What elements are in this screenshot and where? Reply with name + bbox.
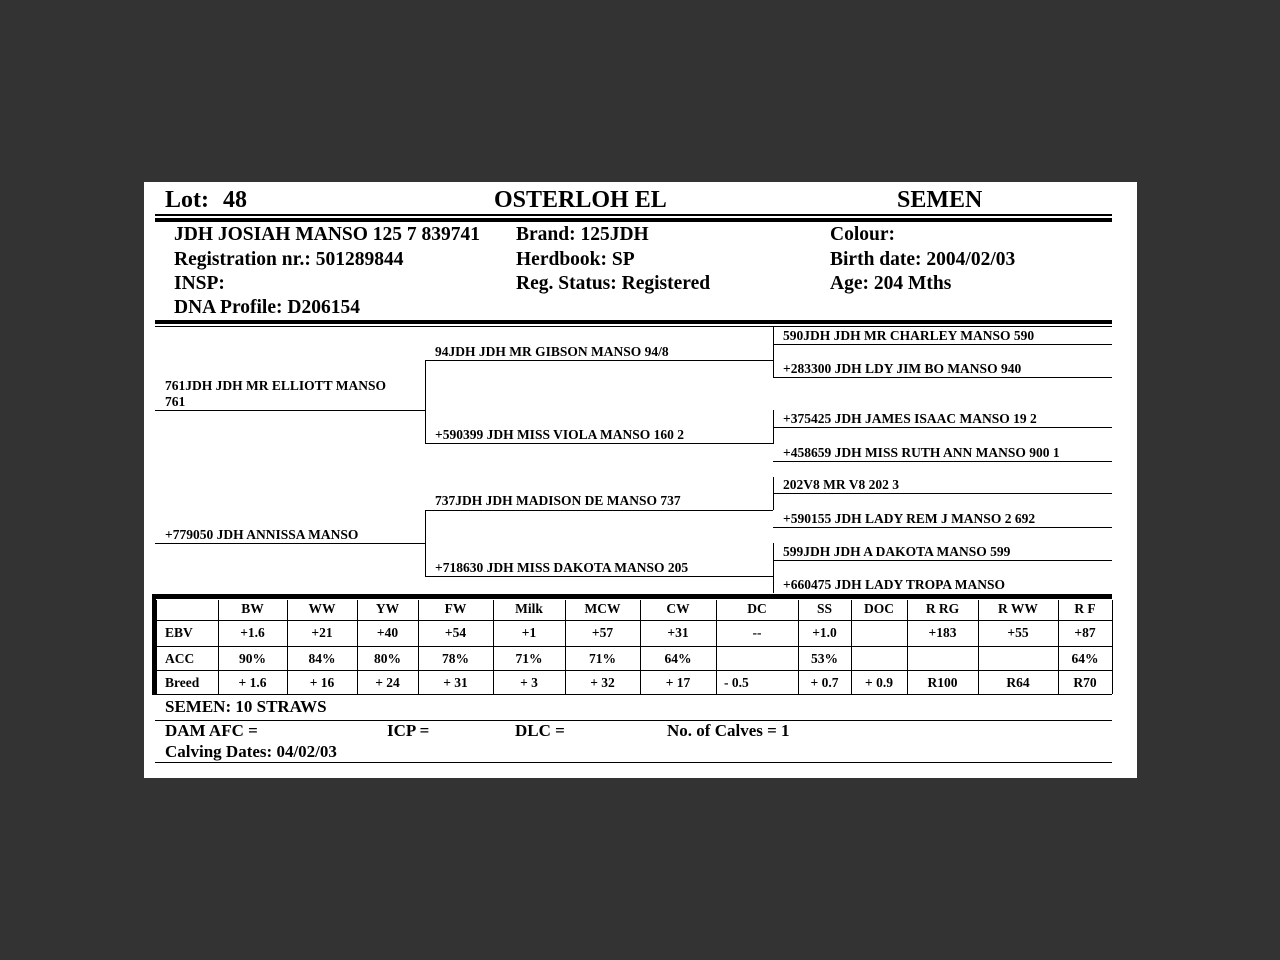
gg-line-4 [773,461,1112,462]
dam-dam-line [425,576,773,577]
registration-number: Registration nr.: 501289844 [174,249,404,270]
sire-line [155,410,425,411]
table-cell: +54 [444,625,467,640]
table-col-line [156,600,157,694]
footer-rule-2 [155,762,1112,763]
dam-dam: +718630 JDH MISS DAKOTA MANSO 205 [435,560,689,575]
dam-dam-sire: 599JDH JDH A DAKOTA MANSO 599 [783,544,1011,559]
lot-card [144,182,1137,778]
header-rule-thin [155,214,1112,216]
table-top-rule [155,594,1112,599]
table-row-label: ACC [165,651,195,666]
sire-dam-sire: +375425 JDH JAMES ISAAC MANSO 19 2 [783,411,1037,426]
insp: INSP: [174,273,225,294]
table-header-cell: SS [816,601,833,616]
table-cell: +55 [1007,625,1029,640]
sire-bracket [425,360,426,444]
birth-date: Birth date: 2004/02/03 [830,249,1016,270]
reg-status: Reg. Status: Registered [516,273,711,294]
table-row-line [156,670,1112,671]
table-cell: + 0.9 [865,675,893,690]
gg-line-7 [773,560,1112,561]
sire-sire-sire: 590JDH JDH MR CHARLEY MANSO 590 [783,328,1035,343]
table-cell: 90% [239,651,266,666]
sire-sire-dam: +283300 JDH LDY JIM BO MANSO 940 [783,361,1022,376]
table-cell: 71% [589,651,616,666]
sire-dam-line [425,443,773,444]
table-cell: + 32 [590,675,615,690]
table-cell: + 16 [309,675,335,690]
sire: 761JDH JDH MR ELLIOTT MANSO [165,378,387,393]
table-cell: 64% [664,651,692,666]
table-row-line [156,646,1112,647]
lot-type: SEMEN [897,187,983,213]
table-cell: + 24 [375,675,400,690]
table-cell: +87 [1074,625,1096,640]
dam-sire-sire: 202V8 MR V8 202 3 [783,477,899,492]
icp: ICP = [387,721,430,740]
pedigree-rule-thin [155,326,1112,327]
table-cell: + 3 [520,675,538,690]
gg-bracket-4 [773,543,774,593]
table-cell: R70 [1073,675,1097,690]
table-header-cell: BW [241,601,264,616]
seller-name: OSTERLOH EL [494,187,667,213]
pedigree-rule-thick [155,320,1112,324]
number-of-calves: No. of Calves = 1 [667,721,790,740]
dam-sire: 737JDH JDH MADISON DE MANSO 737 [435,493,681,508]
table-row-label: Breed [165,675,200,690]
dam-bracket [425,510,426,577]
table-cell: +1 [521,625,537,640]
table-cell: +40 [376,625,399,640]
lot-label: Lot: [165,187,209,213]
table-header-cell: CW [666,601,690,616]
table-header-cell: R F [1074,601,1096,616]
sire-sire-line [425,360,773,361]
table-cell: + 0.7 [810,675,839,690]
table-cell: - 0.5 [724,675,749,690]
table-col-line [1112,600,1113,694]
table-cell: +57 [591,625,614,640]
herdbook: Herdbook: SP [516,249,635,270]
table-cell: +183 [928,625,957,640]
lot-number: 48 [223,187,247,213]
table-header-cell: DC [747,601,767,616]
table-cell: +21 [311,625,333,640]
table-cell: 64% [1071,651,1099,666]
table-cell: 71% [515,651,543,666]
dam-dam-dam: +660475 JDH LADY TROPA MANSO [783,577,1005,592]
colour: Colour: [830,224,895,245]
table-header-cell: R RG [925,601,960,616]
table-header-cell: MCW [584,601,621,616]
table-header-cell: DOC [864,601,894,616]
table-cell: + 31 [443,675,468,690]
sire-line2: 761 [165,394,186,409]
dlc: DLC = [515,721,565,740]
gg-line-3 [773,427,1112,428]
brand: Brand: 125JDH [516,224,649,245]
table-cell: 80% [374,651,401,666]
header-rule-thick [155,218,1112,222]
table-cell: R64 [1006,675,1030,690]
footer-rule-1 [155,720,1112,721]
table-cell: -- [752,625,762,640]
semen-straws: SEMEN: 10 STRAWS [165,697,327,716]
dam-sire-line [425,510,773,511]
table-header-cell: YW [375,601,400,616]
sire-dam-dam: +458659 JDH MISS RUTH ANN MANSO 900 1 [783,445,1060,460]
dam-sire-dam: +590155 JDH LADY REM J MANSO 2 692 [783,511,1036,526]
table-cell: 84% [308,651,336,666]
table-row-line [156,620,1112,621]
animal-name: JDH JOSIAH MANSO 125 7 839741 [174,224,481,245]
dam-afc: DAM AFC = [165,721,258,740]
table-row-label: EBV [165,625,193,640]
table-header-cell: FW [444,601,467,616]
table-cell: +1.0 [812,625,837,640]
table-cell: + 17 [665,675,691,690]
dam: +779050 JDH ANNISSA MANSO [165,527,359,542]
table-cell: 78% [442,651,469,666]
age: Age: 204 Mths [830,273,952,294]
table-cell: R100 [927,675,958,690]
table-cell: 53% [811,651,838,666]
table-header-cell: WW [308,601,336,616]
sire-sire: 94JDH JDH MR GIBSON MANSO 94/8 [435,344,669,359]
table-header-cell: R WW [998,601,1038,616]
table-cell: +1.6 [240,625,265,640]
table-header-cell: Milk [515,601,543,616]
dna-profile: DNA Profile: D206154 [174,297,360,318]
table-cell: + 1.6 [238,675,267,690]
gg-line-6 [773,527,1112,528]
sire-dam: +590399 JDH MISS VIOLA MANSO 160 2 [435,427,684,442]
gg-bracket-1b [773,360,774,377]
gg-line-2 [773,377,1112,378]
gg-line-1 [773,344,1112,345]
table-row-line [156,694,1112,695]
table-cell: +31 [667,625,689,640]
dam-line [155,543,425,544]
gg-line-5 [773,493,1112,494]
calving-dates: Calving Dates: 04/02/03 [165,742,337,761]
